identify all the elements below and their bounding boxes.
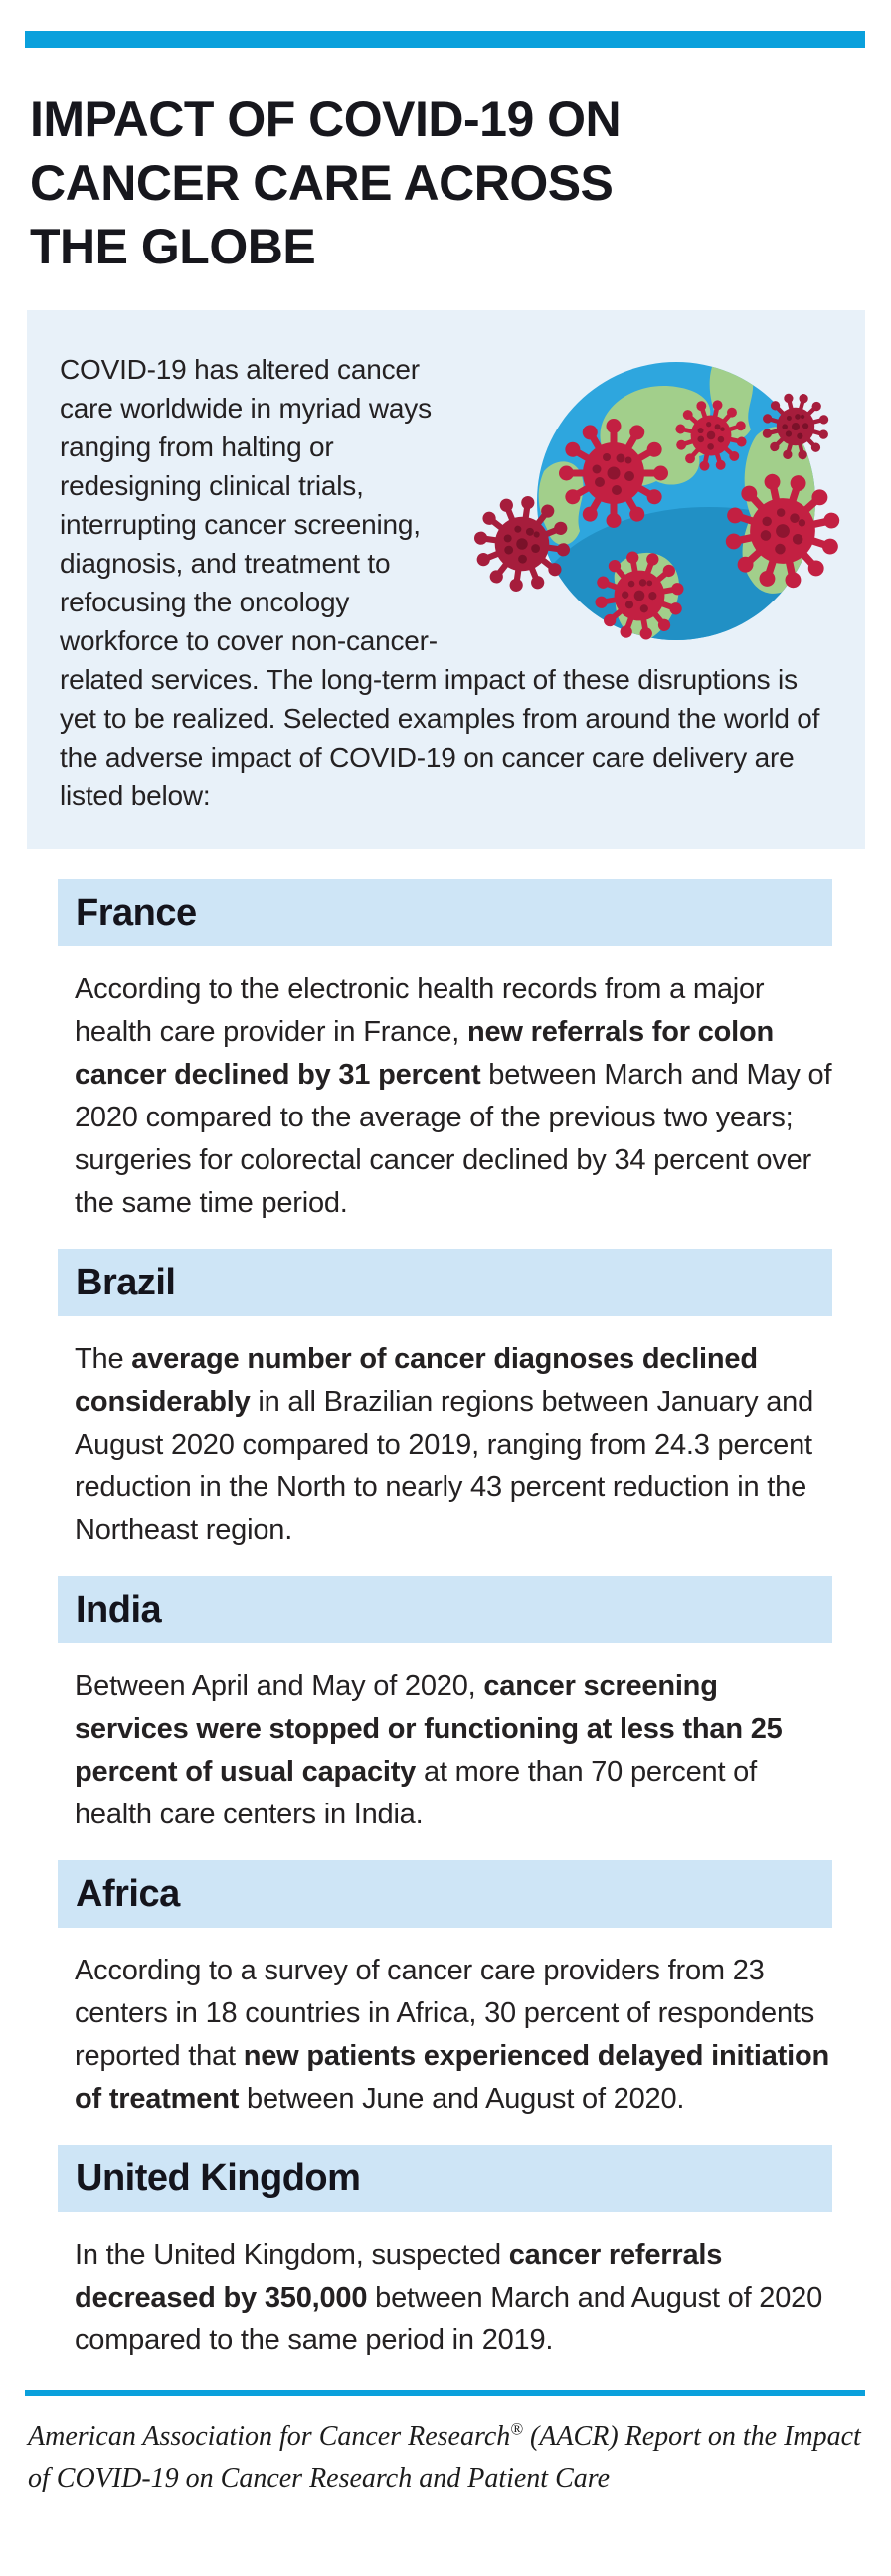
- globe-covid-icon: [452, 352, 840, 650]
- section-africa: [0, 1860, 891, 2121]
- section-united-kingdom: [0, 2145, 891, 2362]
- section-body: Between April and May of 2020, cancer screening services were stopped or functioning at less than 25 percent of usual capacity at more than 70 percent of health care centers in India.: [75, 1670, 783, 1830]
- section-title: India: [76, 1588, 162, 1631]
- footer-divider: [25, 2390, 865, 2396]
- section-brazil: [0, 1249, 891, 1552]
- section-title: Brazil: [76, 1261, 176, 1303]
- footer-credit: American Association for Cancer Research® (AACR) Report on the Impact of COVID-19 on Cancer Research and Patient Care: [28, 2419, 861, 2493]
- top-accent-bar: [25, 31, 865, 48]
- intro-panel: [27, 310, 865, 849]
- section-body: According to the electronic health records from a major health care provider in France, new referrals for colon cancer declined by 31 percent between March and May of 2020 compared to the average of the previous two years; surgeries for colorectal cancer declined by 34 percent over the same time period.: [75, 973, 832, 1219]
- section-header-india: [58, 1576, 832, 1643]
- infographic-page: [0, 31, 891, 2576]
- section-header-africa: [58, 1860, 832, 1928]
- section-header-france: [58, 879, 832, 946]
- section-title: Africa: [76, 1872, 180, 1915]
- section-body: In the United Kingdom, suspected cancer referrals decreased by 350,000 between March and August of 2020 compared to the same period in 2019.: [75, 2239, 823, 2356]
- section-header-brazil: [58, 1249, 832, 1316]
- section-title: United Kingdom: [76, 2156, 361, 2199]
- intro-text: COVID-19 has altered cancer care worldwide in myriad ways ranging from halting or redesigning clinical trials, interrupting cancer screening, diagnosis, and treatment to refocusing the oncology workforce to cover non-cancer-related services. The long-term impact of these disruptions is yet to be realized. Selected examples from around the world of the adverse impact of COVID-19 on cancer care delivery are listed below:: [60, 354, 820, 811]
- section-body: The average number of cancer diagnoses declined considerably in all Brazilian regions between January and August 2020 compared to 2019, ranging from 24.3 percent reduction in the North to nearly 43 percent reduction in the Northeast region.: [75, 1343, 814, 1546]
- section-body: According to a survey of cancer care providers from 23 centers in 18 countries in Africa, 30 percent of respondents reported that new patients experienced delayed initiation of treatment between June and August of 2020.: [75, 1955, 829, 2115]
- section-header-united-kingdom: [58, 2145, 832, 2212]
- section-india: [0, 1576, 891, 1836]
- section-title: France: [76, 891, 197, 934]
- page-title: IMPACT OF COVID-19 ON CANCER CARE ACROSS THE GLOBE: [30, 91, 622, 274]
- section-france: [0, 879, 891, 1225]
